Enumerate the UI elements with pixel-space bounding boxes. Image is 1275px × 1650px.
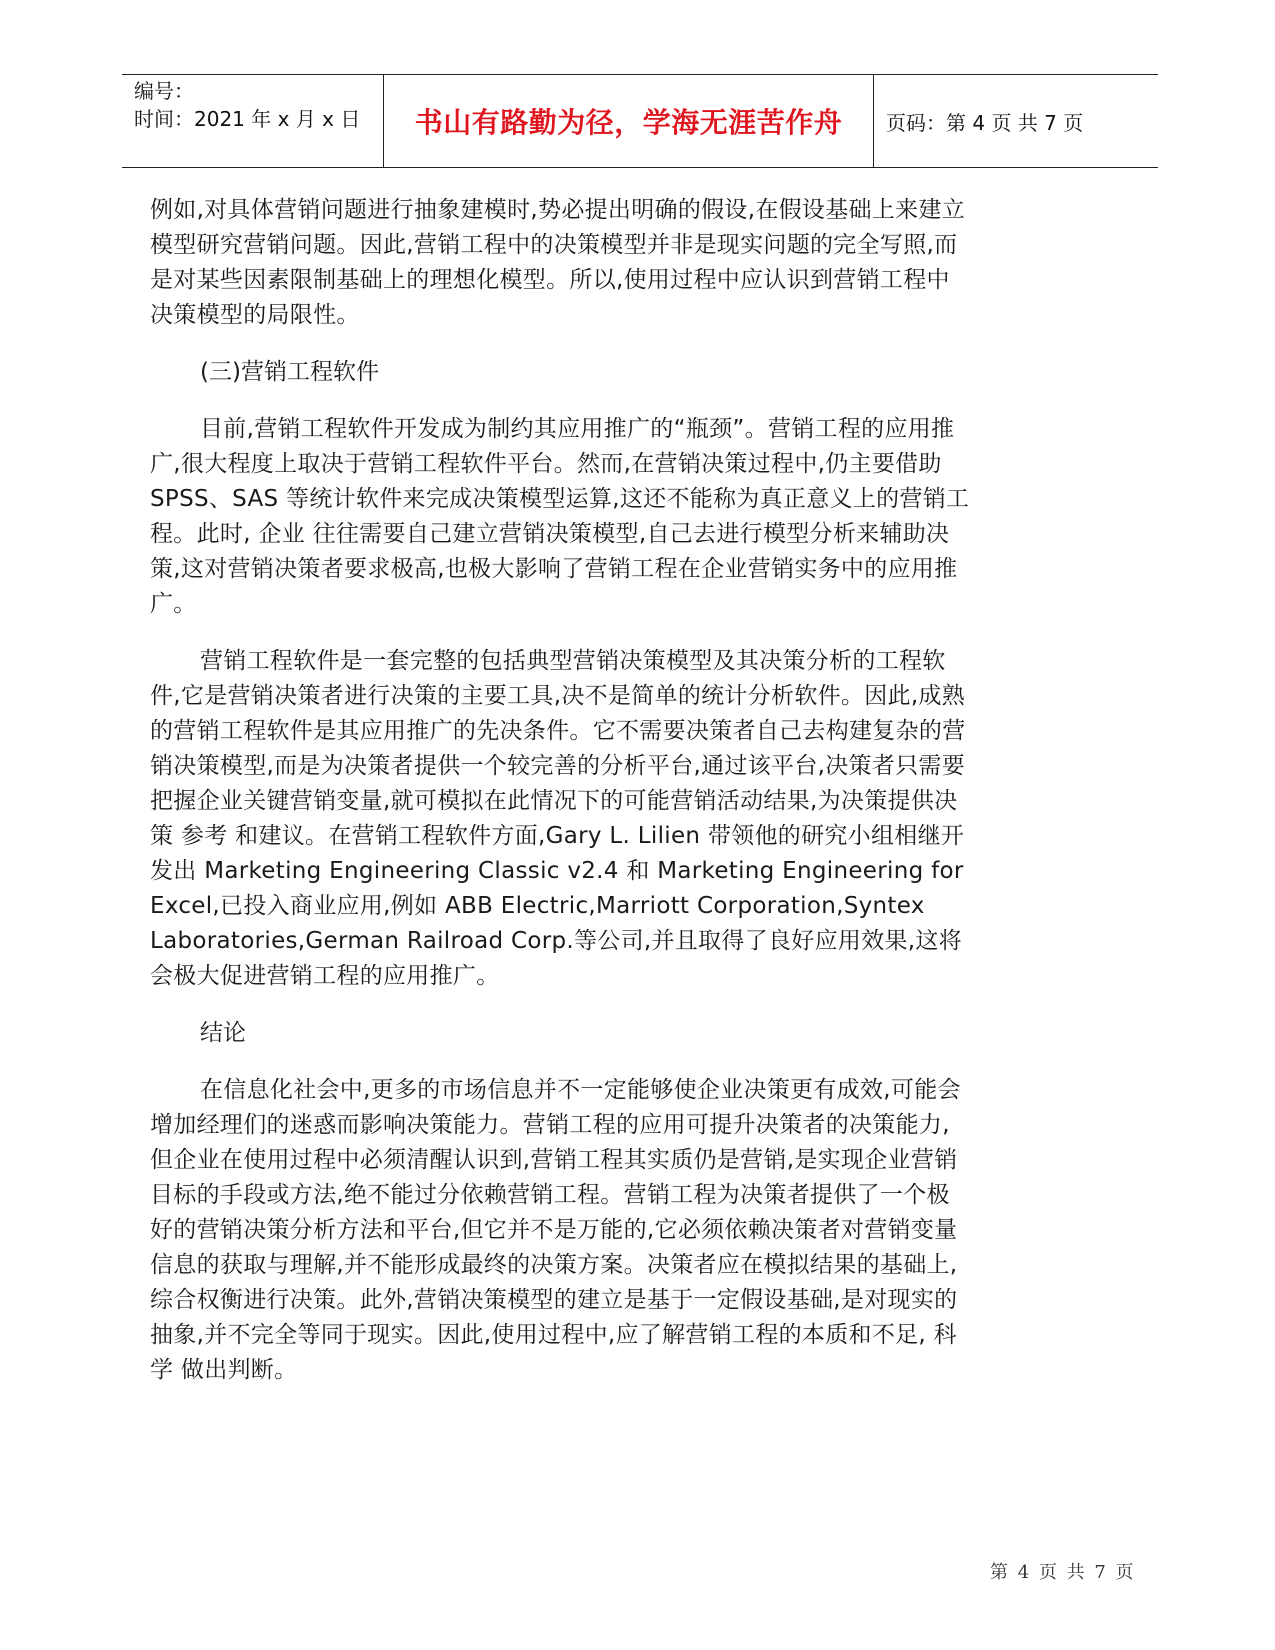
paragraph-1: 例如,对具体营销问题进行抽象建模时,势必提出明确的假设,在假设基础上来建立模型研究营销问题。因此,营销工程中的决策模型并非是现实问题的完全写照,而是对某些因素限制基础上的理想化模型。所以,使用过程中应认识到营销工程中决策模型的局限性。 [150,197,966,328]
page-header [122,74,1158,168]
paragraph-2: 目前,营销工程软件开发成为制约其应用推广的“瓶颈”。营销工程的应用推广,很大程度上取决于营销工程软件平台。然而,在营销决策过程中,仍主要借助 SPSS、SAS 等统计软件来完成决策模型运算,这还不能称为真正意义上的营销工程。此时, 企业 往往需要自己建立营销决策模型,自己去进行模型分析来辅助决策,这对营销决策者要求极高,也极大影响了营销工程在企业营销实务中的应用推广。 [150,416,970,617]
document-time: 时间：2021 年 x 月 x 日 [134,107,361,131]
paragraph-3: 营销工程软件是一套完整的包括典型营销决策模型及其决策分析的工程软件,它是营销决策者进行决策的主要工具,决不是简单的统计分析软件。因此,成熟的营销工程软件是其应用推广的先决条件。它不需要决策者自己去构建复杂的营销决策模型,而是为决策者提供一个较完善的分析平台,通过该平台,决策者只需要把握企业关键营销变量,就可模拟在此情况下的可能营销活动结果,为决策提供决策 参考 和建议。在营销工程软件方面,Gary L. Lilien 带领他的研究小组相继开发出 Marketing Engineering Classic v2.4 和 Marketing Engineering for Excel,已投入商业应用,例如 ABB Electric,Marriott Corporation,Syntex Laboratories,German Railroad Corp.等公司,并且取得了良好应用效果,这将会极大促进营销工程的应用推广。 [150,648,966,989]
header-page-number: 页码：第 4 页 共 7 页 [886,110,1084,135]
header-motto: 书山有路勤为径，学海无涯苦作舟 [384,75,874,167]
paragraph-4: 在信息化社会中,更多的市场信息并不一定能够使企业决策更有成效,可能会增加经理们的迷惑而影响决策能力。营销工程的应用可提升决策者的决策能力,但企业在使用过程中必须清醒认识到,营销工程其实质仍是营销,是实现企业营销目标的手段或方法,绝不能过分依赖营销工程。营销工程为决策者提供了一个极好的营销决策分析方法和平台,但它并不是万能的,它必须依赖决策者对营销变量信息的获取与理解,并不能形成最终的决策方案。决策者应在模拟结果的基础上,综合权衡进行决策。此外,营销决策模型的建立是基于一定假设基础,是对现实的抽象,并不完全等同于现实。因此,使用过程中,应了解营销工程的本质和不足, 科学 做出判断。 [150,1077,961,1383]
page-footer: 第 4 页 共 7 页 [990,1562,1136,1583]
header-meta [122,75,384,167]
section-heading-software: (三)营销工程软件 [200,359,379,385]
section-heading-conclusion: 结论 [200,1020,246,1046]
document-body [150,193,970,1388]
document-number: 编号： [134,79,194,103]
